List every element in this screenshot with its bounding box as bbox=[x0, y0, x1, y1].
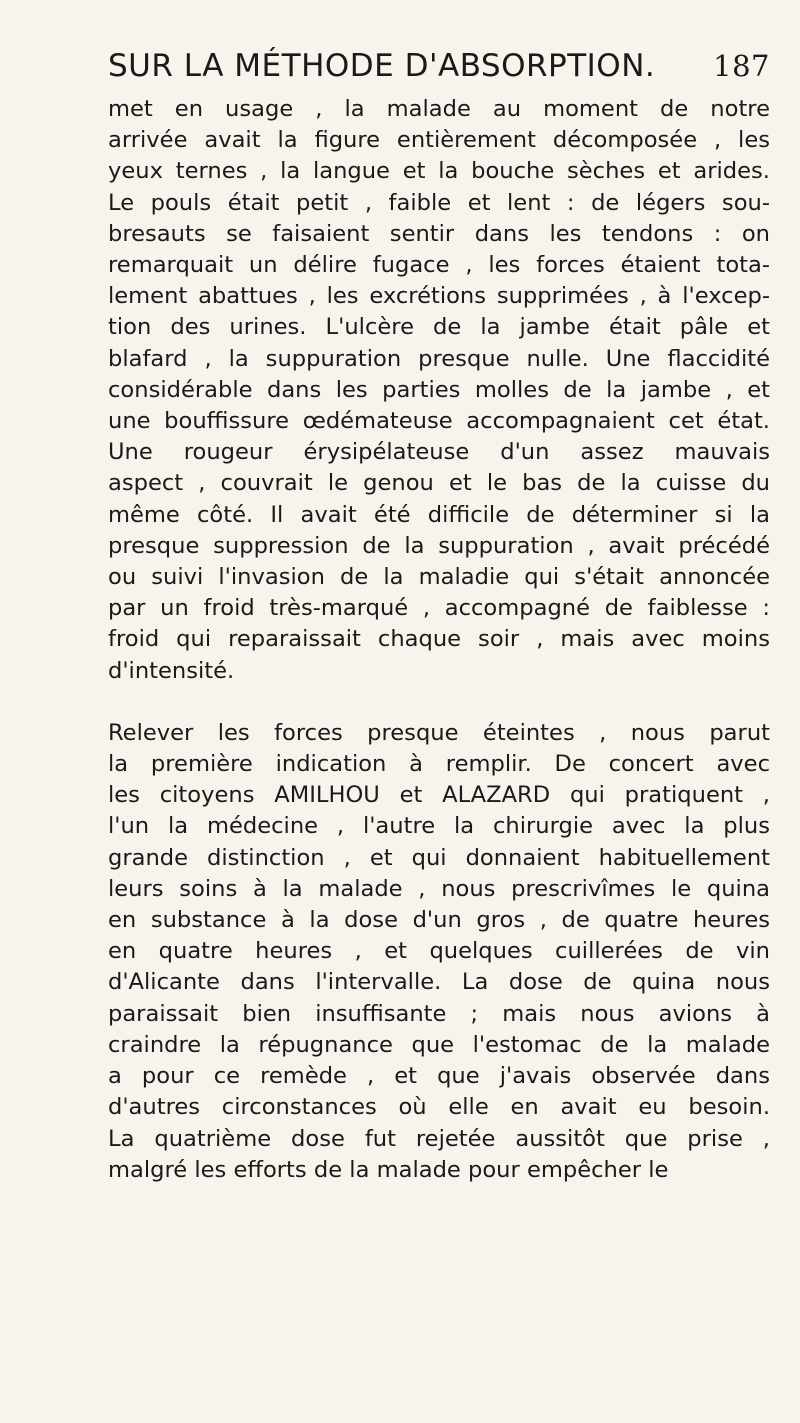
text-line: arrivée avait la figure entièrement décomposée , les bbox=[108, 127, 770, 154]
text-line: blafard , la suppuration presque nulle. Une flaccidité bbox=[108, 345, 770, 372]
text-line: l'un la médecine , l'autre la chirurgie avec la plus bbox=[108, 813, 770, 840]
paragraph-2 bbox=[108, 718, 770, 1186]
text-line: a pour ce remède , et que j'avais observée dans bbox=[108, 1063, 770, 1090]
book-page bbox=[108, 48, 770, 1186]
running-head bbox=[108, 48, 770, 84]
text-line: tion des urines. L'ulcère de la jambe était pâle et bbox=[108, 314, 770, 341]
text-line: met en usage , la malade au moment de notre bbox=[108, 96, 770, 122]
text-line: craindre la répugnance que l'estomac de la malade bbox=[108, 1031, 770, 1058]
text-line: en substance à la dose d'un gros , de quatre heures bbox=[108, 907, 770, 934]
text-line: remarquait un délire fugace , les forces étaient tota- bbox=[108, 252, 770, 279]
paragraph-1 bbox=[108, 94, 770, 687]
text-line: aspect , couvrait le genou et le bas de la cuisse du bbox=[108, 470, 770, 497]
text-line: Une rougeur érysipélateuse d'un assez mauvais bbox=[108, 439, 770, 466]
text-line: lement abattues , les excrétions supprimées , à l'excep- bbox=[108, 283, 770, 310]
text-line: paraissait bien insuffisante ; mais nous avions à bbox=[108, 1000, 770, 1027]
text-line: Le pouls était petit , faible et lent : de légers sou- bbox=[108, 189, 770, 216]
text-line: considérable dans les parties molles de la jambe , et bbox=[108, 376, 770, 403]
text-line: presque suppression de la suppuration , avait précédé bbox=[108, 532, 770, 559]
text-line: ou suivi l'invasion de la maladie qui s'était annoncée bbox=[108, 564, 770, 591]
text-line: grande distinction , et qui donnaient habituellement bbox=[108, 844, 770, 871]
text-line: yeux ternes , la langue et la bouche sèches et arides. bbox=[108, 158, 770, 185]
text-line: Relever les forces presque éteintes , nous parut bbox=[108, 719, 770, 746]
running-title: SUR LA MÉTHODE D'ABSORPTION. bbox=[108, 48, 656, 84]
text-line: en quatre heures , et quelques cuillerées de vin bbox=[108, 938, 770, 965]
text-line: bresauts se faisaient sentir dans les tendons : on bbox=[108, 220, 770, 247]
text-line: d'intensité. bbox=[108, 657, 235, 684]
text-line: la première indication à remplir. De concert avec bbox=[108, 751, 770, 778]
text-line: leurs soins à la malade , nous prescrivîmes le quina bbox=[108, 875, 770, 902]
text-line: par un froid très-marqué , accompagné de faiblesse : bbox=[108, 595, 770, 622]
text-line: La quatrième dose fut rejetée aussitôt que prise , bbox=[108, 1125, 770, 1152]
text-line: froid qui reparaissait chaque soir , mais avec moins bbox=[108, 626, 770, 653]
text-line: malgré les efforts de la malade pour empêcher le bbox=[108, 1156, 669, 1183]
text-line: d'Alicante dans l'intervalle. La dose de quina nous bbox=[108, 969, 770, 996]
page-number: 187 bbox=[713, 49, 770, 83]
text-line: même côté. Il avait été difficile de déterminer si la bbox=[108, 501, 770, 528]
text-line: les citoyens AMILHOU et ALAZARD qui pratiquent , bbox=[108, 782, 770, 809]
text-line: une bouffissure œdémateuse accompagnaient cet état. bbox=[108, 408, 770, 435]
text-line: d'autres circonstances où elle en avait eu besoin. bbox=[108, 1094, 770, 1121]
